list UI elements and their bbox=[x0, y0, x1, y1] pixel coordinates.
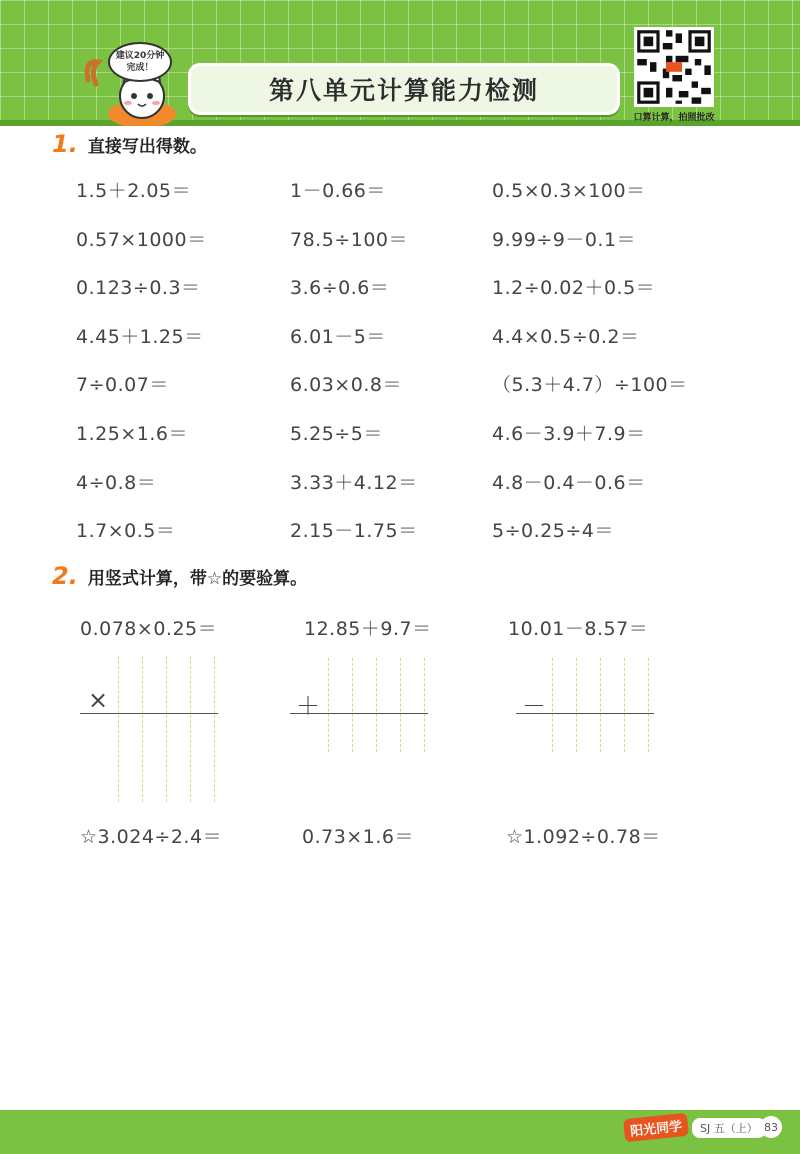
qr-code-icon[interactable] bbox=[634, 27, 714, 107]
math-problem: 4.8－0.4－0.6＝ bbox=[492, 471, 646, 494]
plus-operator: ＋ bbox=[296, 692, 320, 720]
vertical-problem-6: ☆1.092÷0.78＝ bbox=[506, 826, 661, 848]
vertical-problem-3: 10.01－8.57＝ bbox=[508, 618, 649, 640]
math-problem: 1.5＋2.05＝ bbox=[76, 180, 192, 202]
math-problem: 1.25×1.6＝ bbox=[76, 423, 188, 445]
math-problem: （5.3＋4.7）÷100＝ bbox=[492, 374, 688, 397]
answer-line bbox=[80, 713, 218, 714]
math-problem: 1.2÷0.02＋0.5＝ bbox=[492, 277, 656, 300]
guide-line bbox=[552, 658, 553, 752]
math-problem: 0.5×0.3×100＝ bbox=[492, 180, 646, 202]
guide-line bbox=[600, 658, 601, 752]
math-problem: 4.4×0.5÷0.2＝ bbox=[492, 325, 640, 348]
math-problem: 5÷0.25÷4＝ bbox=[492, 520, 614, 543]
vertical-problem-2: 12.85＋9.7＝ bbox=[304, 618, 432, 640]
math-problem: 1.7×0.5＝ bbox=[76, 520, 176, 543]
page-number: 83 bbox=[760, 1116, 782, 1138]
answer-line bbox=[516, 713, 654, 714]
math-problem: 3.6÷0.6＝ bbox=[290, 277, 390, 300]
guide-line bbox=[328, 658, 329, 752]
math-problem: 1－0.66＝ bbox=[290, 180, 386, 202]
guide-line bbox=[118, 656, 119, 802]
minus-operator: － bbox=[522, 692, 546, 720]
answer-line bbox=[290, 713, 428, 714]
math-problem: 5.25÷5＝ bbox=[290, 423, 383, 445]
guide-line bbox=[576, 658, 577, 752]
section-1-title: 直接写出得数。 bbox=[87, 136, 207, 157]
page-title-banner bbox=[188, 63, 620, 115]
page-title: 第八单元计算能力检测 bbox=[268, 76, 539, 105]
vertical-problem-1: 0.078×0.25＝ bbox=[80, 618, 218, 640]
math-problem: 2.15－1.75＝ bbox=[290, 520, 418, 543]
guide-line bbox=[648, 658, 649, 752]
guide-line bbox=[166, 656, 167, 802]
math-problem: 78.5÷100＝ bbox=[290, 228, 408, 251]
bubble-line-2: 完成！ bbox=[126, 63, 154, 73]
guide-line bbox=[624, 658, 625, 752]
section-2-title: 用竖式计算，带☆的要验算。 bbox=[87, 568, 308, 589]
vertical-problem-5: 0.73×1.6＝ bbox=[302, 826, 414, 848]
math-problem: 4÷0.8＝ bbox=[76, 471, 157, 494]
brand-logo: 阳光同学 bbox=[623, 1113, 689, 1143]
math-problem: 6.03×0.8＝ bbox=[290, 374, 402, 397]
speech-bubble bbox=[108, 42, 172, 82]
math-problem: 0.57×1000＝ bbox=[76, 228, 207, 251]
guide-line bbox=[376, 658, 377, 752]
math-problem: 3.33＋4.12＝ bbox=[290, 471, 418, 494]
guide-line bbox=[400, 658, 401, 752]
guide-line bbox=[352, 658, 353, 752]
math-problem: 7÷0.07＝ bbox=[76, 374, 169, 397]
bubble-line-1: 建议20分钟 bbox=[115, 51, 165, 61]
qr-caption: 口算计算，拍照批改 bbox=[633, 113, 715, 123]
multiply-operator: × bbox=[88, 686, 109, 714]
math-problem: 0.123÷0.3＝ bbox=[76, 277, 201, 300]
guide-line bbox=[142, 656, 143, 802]
section-2-heading bbox=[52, 562, 307, 590]
vertical-problem-4: ☆3.024÷2.4＝ bbox=[80, 826, 223, 848]
section-1-number: 1. bbox=[52, 130, 78, 158]
math-problem: 4.6－3.9＋7.9＝ bbox=[492, 423, 646, 445]
math-problem: 4.45＋1.25＝ bbox=[76, 325, 204, 348]
math-problem: 9.99÷9－0.1＝ bbox=[492, 228, 637, 251]
math-problem: 6.01－5＝ bbox=[290, 325, 386, 348]
guide-line bbox=[190, 656, 191, 802]
section-1-heading bbox=[52, 130, 207, 158]
section-2-number: 2. bbox=[52, 562, 78, 590]
grade-label: SJ 五（上） bbox=[692, 1118, 766, 1138]
guide-line bbox=[424, 658, 425, 752]
guide-line bbox=[214, 656, 215, 802]
